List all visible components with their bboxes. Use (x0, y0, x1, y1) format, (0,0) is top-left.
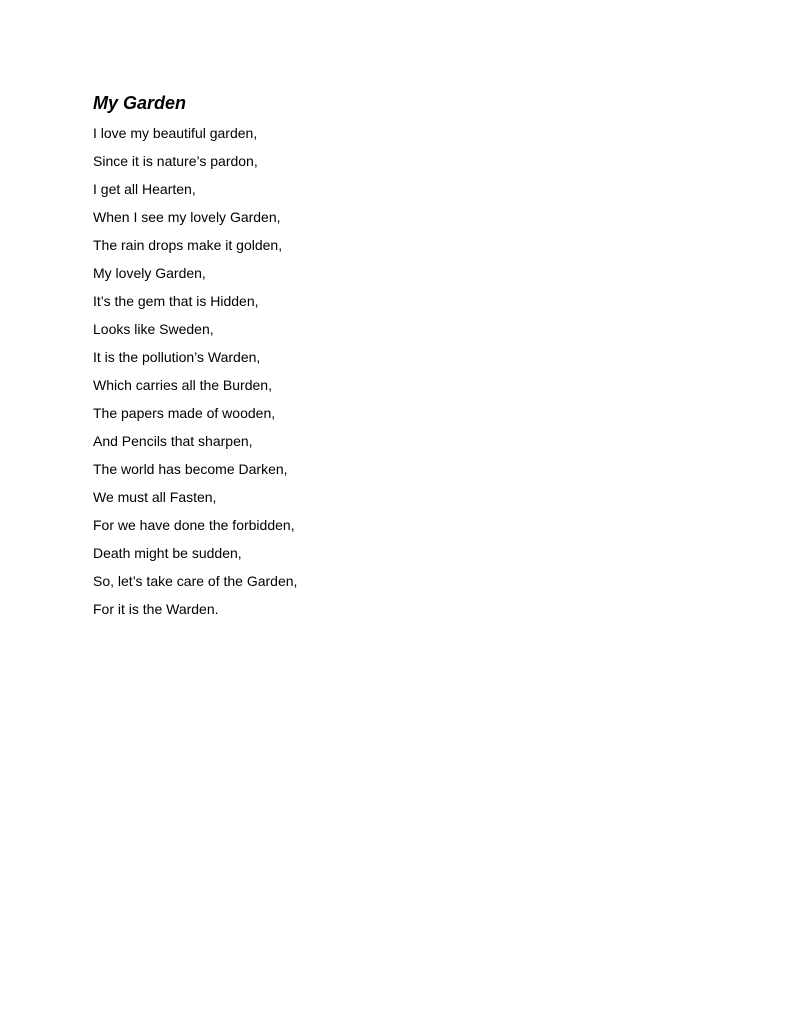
poem-container (93, 92, 693, 628)
poem-line: When I see my lovely Garden, (93, 209, 281, 225)
poem-line: For we have done the forbidden, (93, 517, 295, 533)
poem-title: My Garden (93, 93, 187, 113)
poem-line: And Pencils that sharpen, (93, 433, 253, 449)
poem-line: It is the pollution’s Warden, (93, 349, 261, 365)
poem-line: My lovely Garden, (93, 265, 206, 281)
poem-line: So, let’s take care of the Garden, (93, 573, 298, 589)
poem-line: I love my beautiful garden, (93, 125, 258, 141)
poem-line: Looks like Sweden, (93, 321, 214, 337)
poem-line: Death might be sudden, (93, 545, 242, 561)
poem-line: We must all Fasten, (93, 489, 217, 505)
poem-line: For it is the Warden. (93, 601, 219, 617)
poem-line: The world has become Darken, (93, 461, 288, 477)
poem-line: Which carries all the Burden, (93, 377, 272, 393)
poem-line: The papers made of wooden, (93, 405, 276, 421)
poem-line: I get all Hearten, (93, 181, 196, 197)
poem-body (93, 124, 693, 628)
poem-line: The rain drops make it golden, (93, 237, 283, 253)
poem-line: It’s the gem that is Hidden, (93, 293, 259, 309)
poem-line: Since it is nature’s pardon, (93, 153, 258, 169)
